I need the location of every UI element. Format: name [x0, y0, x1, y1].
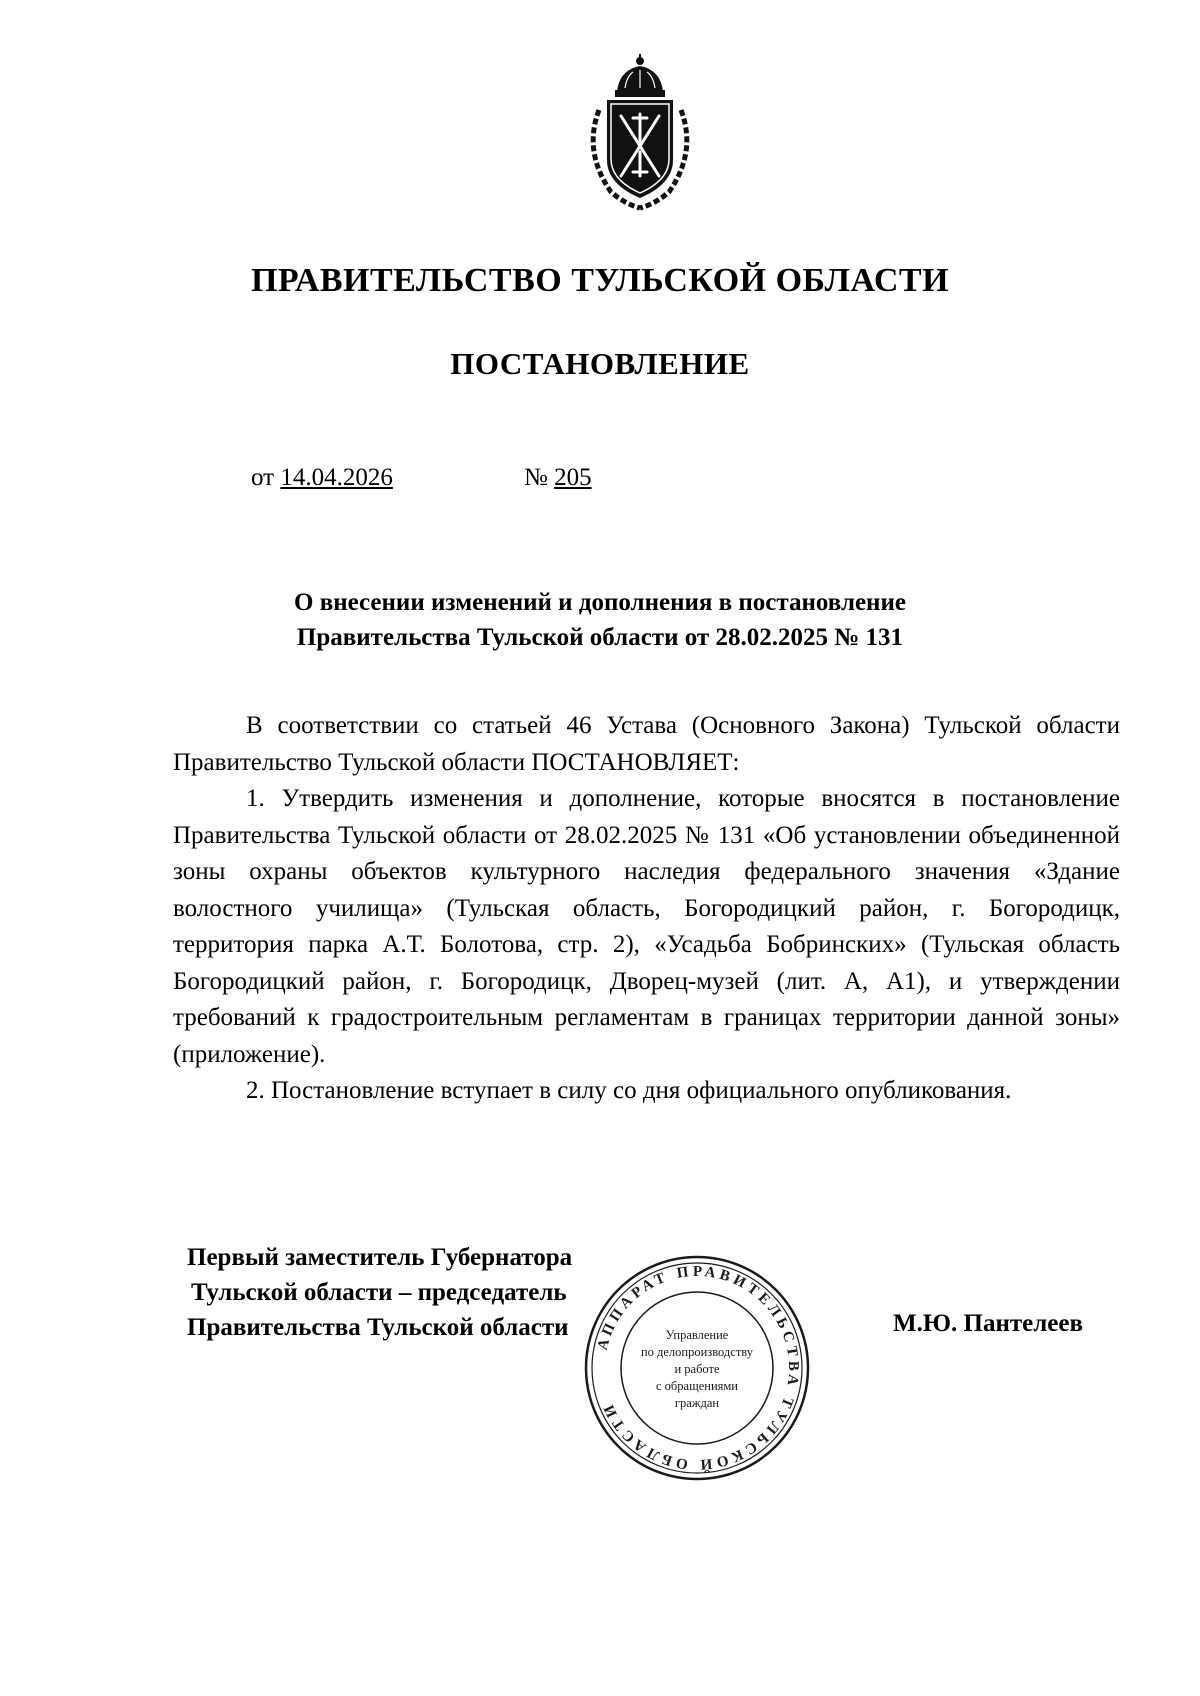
document-body: [173, 708, 1120, 1110]
stamp-ring-text: АППАРАТ ПРАВИТЕЛЬСТВА ТУЛЬСКОЙ ОБЛАСТИ: [594, 1263, 802, 1473]
position-line: Тульской области – председатель: [191, 1279, 567, 1306]
body-paragraph: В соответствии со статьей 46 Устава (Основного Закона) Тульской области Правительство Тульской области ПОСТАНОВЛЯЕТ:: [173, 712, 1120, 776]
stamp-center-line: Управление: [665, 1328, 729, 1342]
subject-line: О внесении изменений и дополнения в постановление: [294, 589, 906, 616]
document-date: [251, 464, 393, 492]
document-type: ПОСТАНОВЛЕНИЕ: [450, 346, 750, 381]
date-prefix: от: [251, 464, 275, 491]
body-paragraph: 2. Постановление вступает в силу со дня официального опубликования.: [246, 1077, 1012, 1104]
government-title: ПРАВИТЕЛЬСТВО ТУЛЬСКОЙ ОБЛАСТИ: [250, 262, 950, 299]
number-value: 205: [554, 464, 592, 491]
date-value: 14.04.2026: [280, 464, 393, 491]
document-number: [524, 464, 592, 492]
official-stamp: [582, 1253, 812, 1483]
number-prefix: №: [524, 464, 548, 491]
crown-icon: [615, 54, 665, 97]
stamp-center-line: граждан: [674, 1396, 720, 1410]
stamp-center-line: с обращениями: [656, 1379, 738, 1393]
document-subject: [0, 585, 1200, 655]
subject-line: Правительства Тульской области от 28.02.2025 № 131: [296, 624, 904, 651]
body-paragraph: 1. Утвердить изменения и дополнение, которые вносятся в постановление Правительства Тульской области от 28.02.2025 № 131 «Об установлении объединенной зоны охраны объектов культурного наследия федерального значения «Здание волостного училища» (Тульская область, Богородицкий район, г. Богородицк, территория парка А.Т. Болотова, стр. 2), «Усадьба Бобринских» (Тульская область Богородицкий район, г. Богородицк, Дворец-музей (лит. А, А1), и утверждении требований к градостроительным регламентам в границах территории данной зоны» (приложение).: [173, 785, 1120, 1068]
position-line: Первый заместитель Губернатора: [187, 1244, 573, 1271]
position-line: Правительства Тульской области: [187, 1314, 569, 1341]
signatory-position: [187, 1240, 572, 1345]
signatory-name: М.Ю. Пантелеев: [893, 1310, 1083, 1337]
coat-of-arms-icon: [577, 52, 703, 214]
stamp-center-line: по делопроизводству: [640, 1345, 754, 1359]
stamp-center-line: и работе: [674, 1362, 720, 1376]
